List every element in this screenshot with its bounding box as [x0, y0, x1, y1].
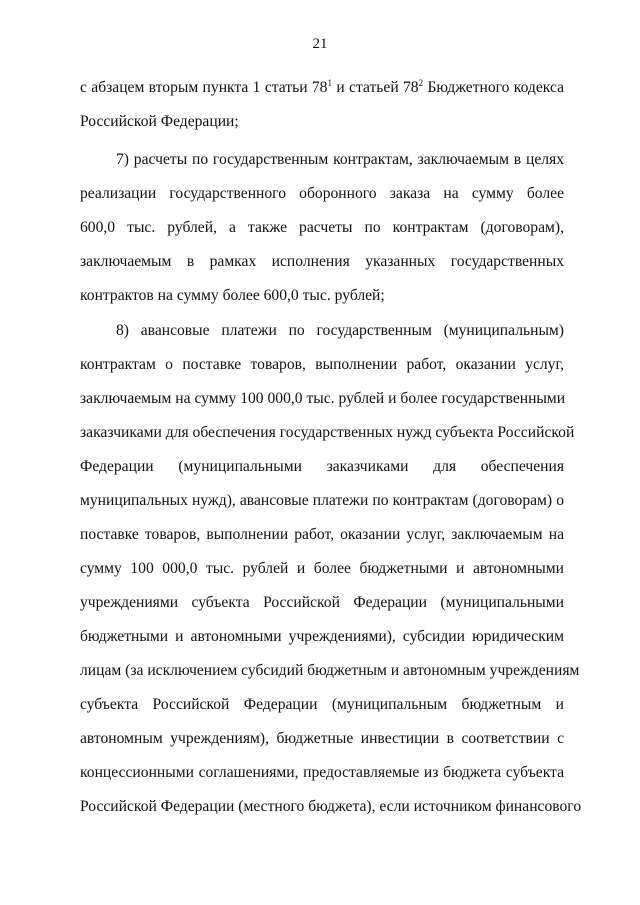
- text-line-13: муниципальных нужд), авансовые платежи по контрактам (договорам) о: [80, 492, 564, 509]
- text-line-17: бюджетными и автономными учреждениями), субсидии юридическим: [80, 628, 564, 645]
- text-line-12: Федерации (муниципальными заказчиками для обеспечения: [80, 458, 564, 475]
- text-line-6: заключаемым в рамках исполнения указанных государственных: [80, 253, 564, 270]
- text-line-5: 600,0 тыс. рублей, а также расчеты по контрактам (договорам),: [80, 219, 564, 236]
- text-line-4: реализации государственного оборонного заказа на сумму более: [80, 185, 564, 202]
- text-line-3: 7) расчеты по государственным контрактам, заключаемым в целях: [116, 151, 564, 168]
- superscript-2: 2: [418, 77, 424, 88]
- text-line-21: концессионными соглашениями, предоставляемые из бюджета субъекта: [80, 764, 564, 781]
- text-line-8: 8) авансовые платежи по государственным (муниципальным): [116, 322, 564, 339]
- text-line-22: Российской Федерации (местного бюджета), если источником финансового: [80, 798, 582, 815]
- superscript-1: 1: [327, 77, 332, 88]
- text-line-7: контрактов на сумму более 600,0 тыс. рублей;: [80, 287, 385, 304]
- text-line-15: сумму 100 000,0 тыс. рублей и более бюджетными и автономными: [80, 560, 564, 577]
- text-line-10: заключаемым на сумму 100 000,0 тыс. рублей и более государственными: [80, 390, 566, 407]
- text-line-20: автономным учреждениям), бюджетные инвестиции в соответствии с: [80, 730, 564, 747]
- text-line-14: поставке товаров, выполнении работ, оказании услуг, заключаемым на: [80, 526, 564, 543]
- page-number: 21: [312, 36, 328, 52]
- text-line-2: Российской Федерации;: [80, 113, 239, 130]
- text-line-9: контрактам о поставке товаров, выполнении работ, оказании услуг,: [80, 356, 564, 373]
- text-line-16: учреждениями субъекта Российской Федерации (муниципальными: [80, 594, 564, 611]
- text-line-19: субъекта Российской Федерации (муниципальным бюджетным и: [80, 696, 564, 713]
- text-line-1: с абзацем вторым пункта 1 статьи $78^1$ и статьей $78^2$ Бюджетного кодекса: [80, 77, 565, 96]
- text-line-18: лицам (за исключением субсидий бюджетным и автономным учреждениям: [80, 662, 580, 679]
- text-line-11: заказчиками для обеспечения государственных нужд субъекта Российской: [80, 424, 575, 441]
